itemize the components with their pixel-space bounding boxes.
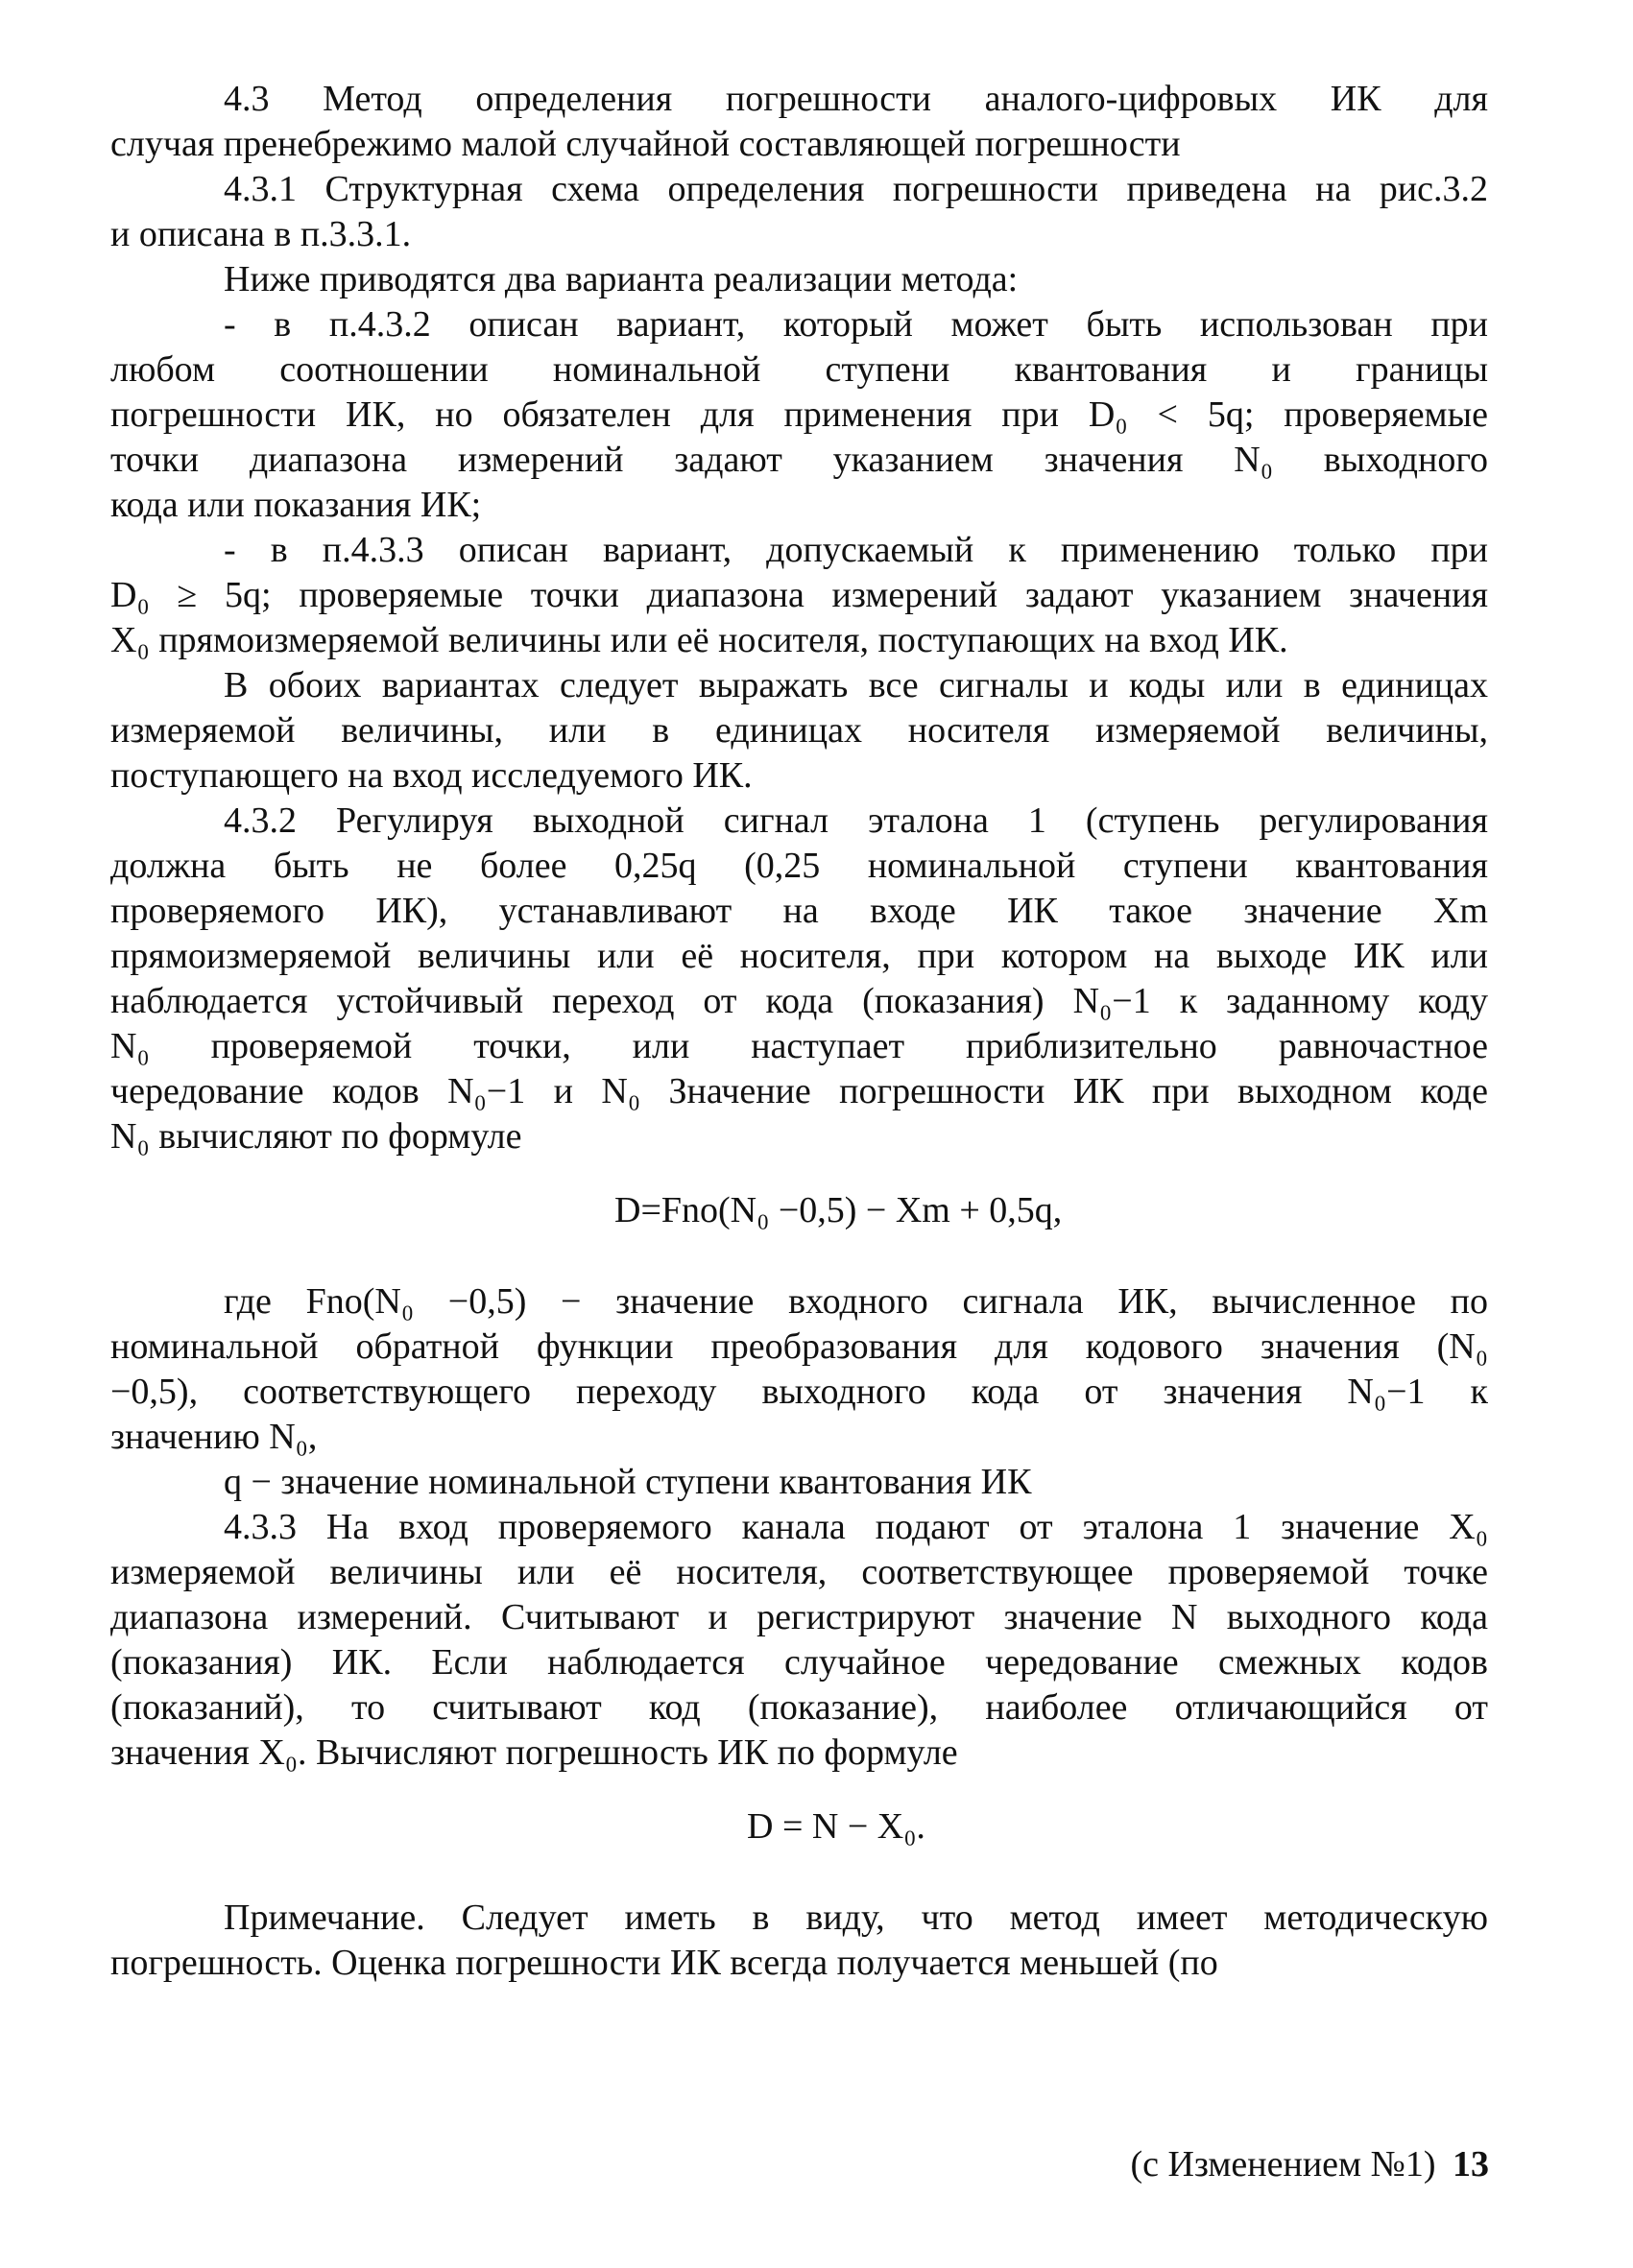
text-line: точки диапазона измерений задают указанием значения N₀ выходного [110,440,1488,480]
text-line: N₀ вычисляют по формуле [110,1116,522,1157]
text-line: диапазона измерений. Считывают и регистрируют значение N выходного кода [110,1597,1488,1637]
text-line: В обоих вариантах следует выражать все сигналы и коды или в единицах [224,665,1488,705]
text-line: Ниже приводятся два варианта реализации метода: [224,259,1019,299]
text-line: 4.3.1 Структурная схема определения погрешности приведена на рис.3.2 [224,169,1488,209]
paragraph-block-1 [110,77,1488,1159]
text-line: Примечание. Следует иметь в виду, что метод имеет методическую [224,1898,1488,1938]
text-line: 4.3.3 На вход проверяемого канала подают от эталона 1 значение X₀ [224,1507,1488,1547]
text-line: (показаний), то считывают код (показание), наиболее отличающийся от [110,1687,1488,1728]
text-line: кода или показания ИК; [110,485,482,525]
page-footer [1130,2142,1489,2187]
text-line: случая пренебрежимо малой случайной составляющей погрешности [110,124,1181,164]
text-line: прямоизмеряемой величины или её носителя, при котором на выходе ИК или [110,936,1488,976]
paragraph-block-2 [110,1279,1488,1776]
note-block [110,1896,1488,1986]
text-line: - в п.4.3.3 описан вариант, допускаемый к применению только при [224,530,1488,570]
text-line: наблюдается устойчивый переход от кода (показания) N₀−1 к заданному коду [110,981,1488,1021]
text-line: должна быть не более 0,25q (0,25 номинальной ступени квантования [110,846,1488,886]
text-line: любом соотношении номинальной ступени квантования и границы [110,349,1488,390]
text-line: 4.3 Метод определения погрешности аналого-цифровых ИК для [224,79,1488,119]
text-line: значению N₀, [110,1417,318,1457]
text-line: −0,5), соответствующего переходу выходного кода от значения N₀−1 к [110,1372,1488,1412]
text-line: D₀ ≥ 5q; проверяемые точки диапазона измерений задают указанием значения [110,575,1488,615]
text-line: (показания) ИК. Если наблюдается случайное чередование смежных кодов [110,1642,1488,1683]
amendment-note: (с Изменением №1) [1130,2144,1436,2184]
formula-error-direct: D = N − X₀. [747,1806,925,1847]
text-line: - в п.4.3.2 описан вариант, который может быть использован при [224,304,1488,345]
formula-error-transition: D=Fno(N₀ −0,5) − Xm + 0,5q, [614,1190,1063,1230]
text-line: погрешности ИК, но обязателен для применения при D₀ < 5q; проверяемые [110,394,1488,435]
text-line: N₀ проверяемой точки, или наступает приблизительно равночастное [110,1026,1488,1066]
text-line: измеряемой величины, или в единицах носителя измеряемой величины, [110,710,1488,751]
text-line: погрешность. Оценка погрешности ИК всегда получается меньшей (по [110,1943,1218,1983]
text-line: проверяемого ИК), устанавливают на входе ИК такое значение Xm [110,891,1488,931]
text-line: X₀ прямоизмеряемой величины или её носителя, поступающих на вход ИК. [110,620,1288,660]
text-line: и описана в п.3.3.1. [110,214,412,254]
text-line: значения X₀. Вычисляют погрешность ИК по формуле [110,1732,958,1773]
text-line: номинальной обратной функции преобразования для кодового значения (N₀ [110,1326,1488,1367]
text-line: где Fno(N₀ −0,5) − значение входного сигнала ИК, вычисленное по [224,1281,1488,1322]
page-number: 13 [1453,2144,1489,2184]
text-line: 4.3.2 Регулируя выходной сигнал эталона 1 (ступень регулирования [224,800,1488,841]
text-line: измеряемой величины или её носителя, соответствующее проверяемой точке [110,1552,1488,1592]
text-line: поступающего на вход исследуемого ИК. [110,755,753,796]
document-page [110,77,1488,2236]
text-line: чередование кодов N₀−1 и N₀ Значение погрешности ИК при выходном коде [110,1071,1488,1111]
text-line: q − значение номинальной ступени квантования ИК [224,1462,1032,1502]
